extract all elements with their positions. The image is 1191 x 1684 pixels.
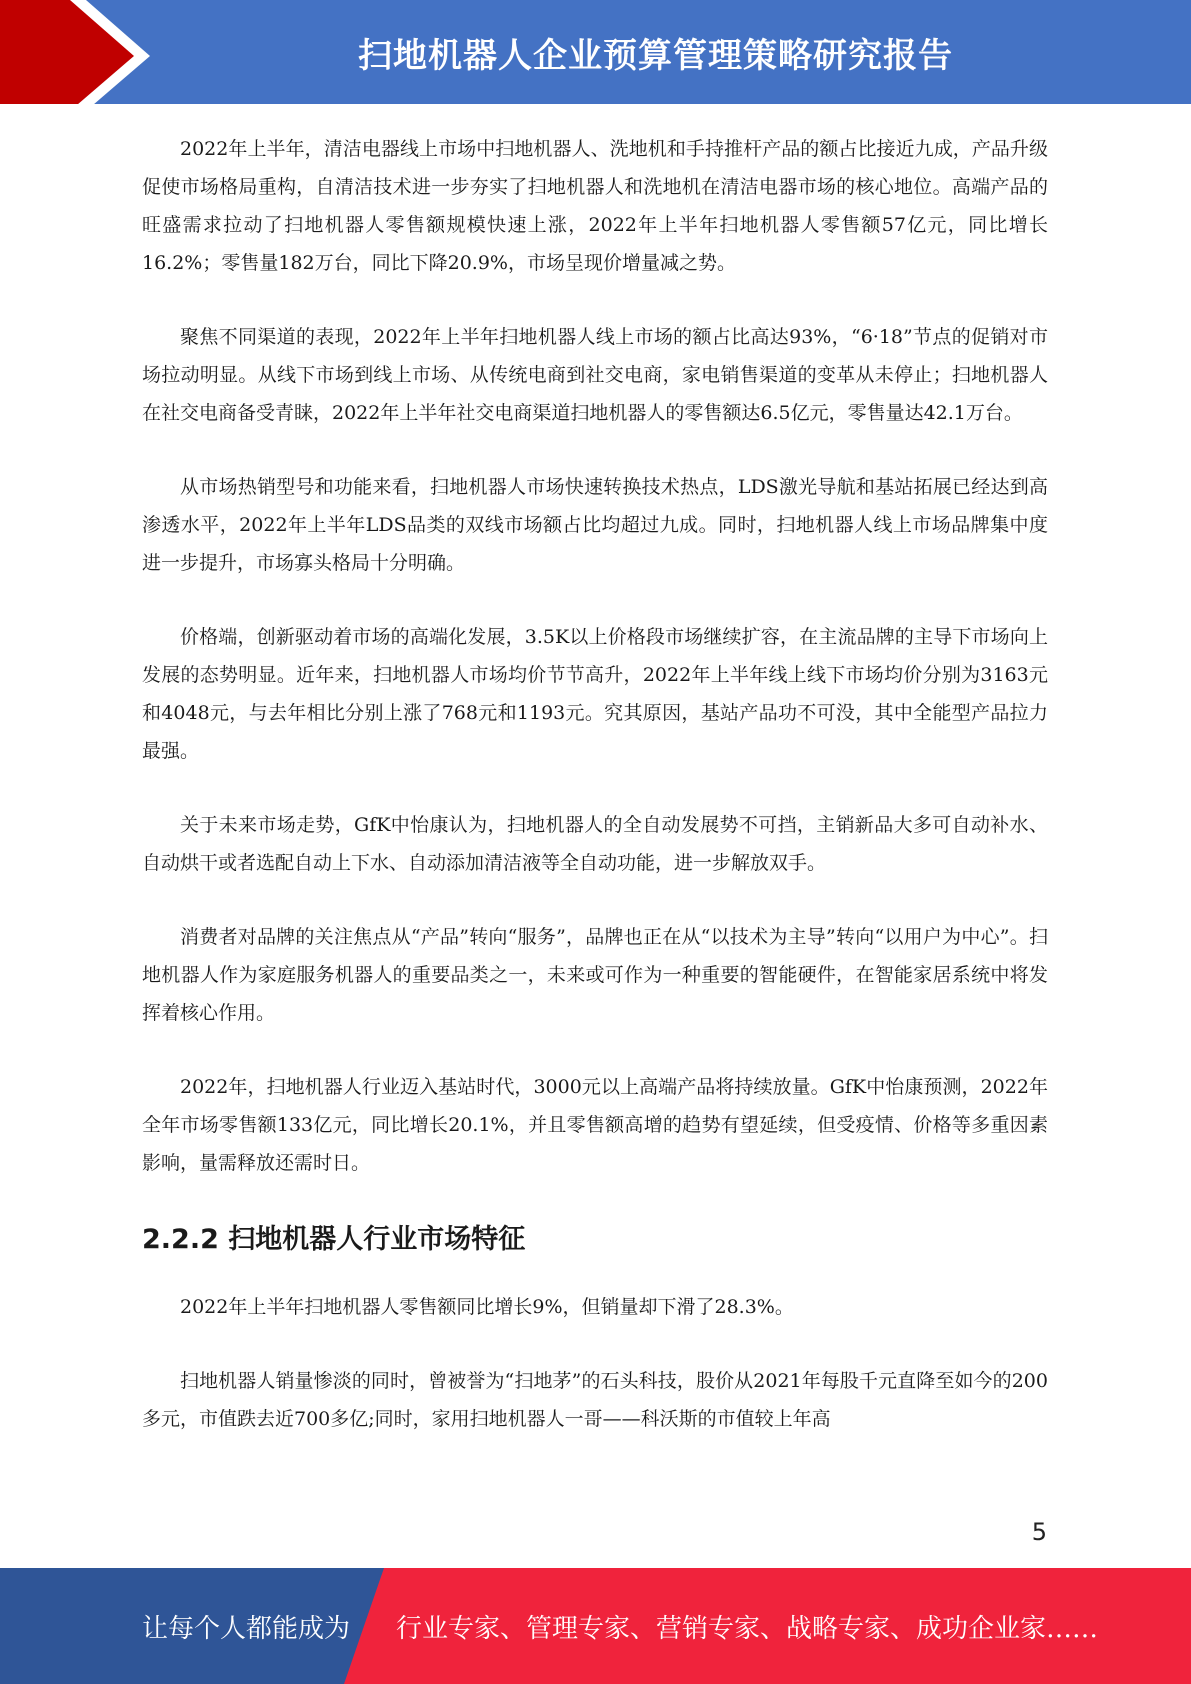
paragraph: 消费者对品牌的关注焦点从“产品”转向“服务”，品牌也正在从“以技术为主导”转向“以用户为中心”。扫地机器人作为家庭服务机器人的重要品类之一，未来或可作为一种重要的智能硬件，在智能家居系统中将发挥着核心作用。 — [142, 926, 1048, 1024]
page-header-banner — [0, 0, 1191, 111]
paragraph: 从市场热销型号和功能来看，扫地机器人市场快速转换技术热点，LDS激光导航和基站拓展已经达到高渗透水平，2022年上半年LDS品类的双线市场额占比均超过九成。同时，扫地机器人线上市场品牌集中度进一步提升，市场寡头格局十分明确。 — [142, 476, 1048, 574]
page-number: 5 — [1031, 1518, 1047, 1546]
page-footer-banner — [0, 1568, 1191, 1684]
paragraph: 2022年，扫地机器人行业迈入基站时代，3000元以上高端产品将持续放量。GfK中怡康预测，2022年全年市场零售额133亿元，同比增长20.1%，并且零售额高增的趋势有望延续，但受疫情、价格等多重因素影响，量需释放还需时日。 — [142, 1076, 1048, 1174]
paragraph: 2022年上半年，清洁电器线上市场中扫地机器人、洗地机和手持推杆产品的额占比接近九成，产品升级促使市场格局重构，自清洁技术进一步夯实了扫地机器人和洗地机在清洁电器市场的核心地位。高端产品的旺盛需求拉动了扫地机器人零售额规模快速上涨，2022年上半年扫地机器人零售额57亿元，同比增长16.2%；零售量182万台，同比下降20.9%，市场呈现价增量减之势。 — [142, 138, 1048, 274]
footer-slogan-left: 让每个人都能成为 — [142, 1613, 351, 1644]
paragraph: 2022年上半年扫地机器人零售额同比增长9%，但销量却下滑了28.3%。 — [180, 1296, 794, 1318]
footer-slogan-right: 行业专家、管理专家、营销专家、战略专家、成功企业家…… — [396, 1613, 1099, 1644]
section-heading: 2.2.2 扫地机器人行业市场特征 — [142, 1224, 526, 1255]
paragraph: 关于未来市场走势，GfK中怡康认为，扫地机器人的全自动发展势不可挡，主销新品大多可自动补水、自动烘干或者选配自动上下水、自动添加清洁液等全自动功能，进一步解放双手。 — [142, 814, 1048, 874]
document-body — [142, 130, 1048, 1474]
paragraph: 聚焦不同渠道的表现，2022年上半年扫地机器人线上市场的额占比高达93%，“6·18”节点的促销对市场拉动明显。从线下市场到线上市场、从传统电商到社交电商，家电销售渠道的变革从未停止；扫地机器人在社交电商备受青睐，2022年上半年社交电商渠道扫地机器人的零售额达6.5亿元，零售量达42.1万台。 — [142, 326, 1048, 424]
paragraph: 扫地机器人销量惨淡的同时，曾被誉为“扫地茅”的石头科技，股价从2021年每股千元直降至如今的200多元，市值跌去近700多亿;同时，家用扫地机器人一哥——科沃斯的市值较上年高 — [142, 1370, 1048, 1430]
paragraph: 价格端，创新驱动着市场的高端化发展，3.5K以上价格段市场继续扩容，在主流品牌的主导下市场向上发展的态势明显。近年来，扫地机器人市场均价节节高升，2022年上半年线上线下市场均价分别为3163元和4048元，与去年相比分别上涨了768元和1193元。究其原因，基站产品功不可没，其中全能型产品拉力最强。 — [142, 626, 1048, 762]
document-title: 扫地机器人企业预算管理策略研究报告 — [358, 35, 953, 76]
